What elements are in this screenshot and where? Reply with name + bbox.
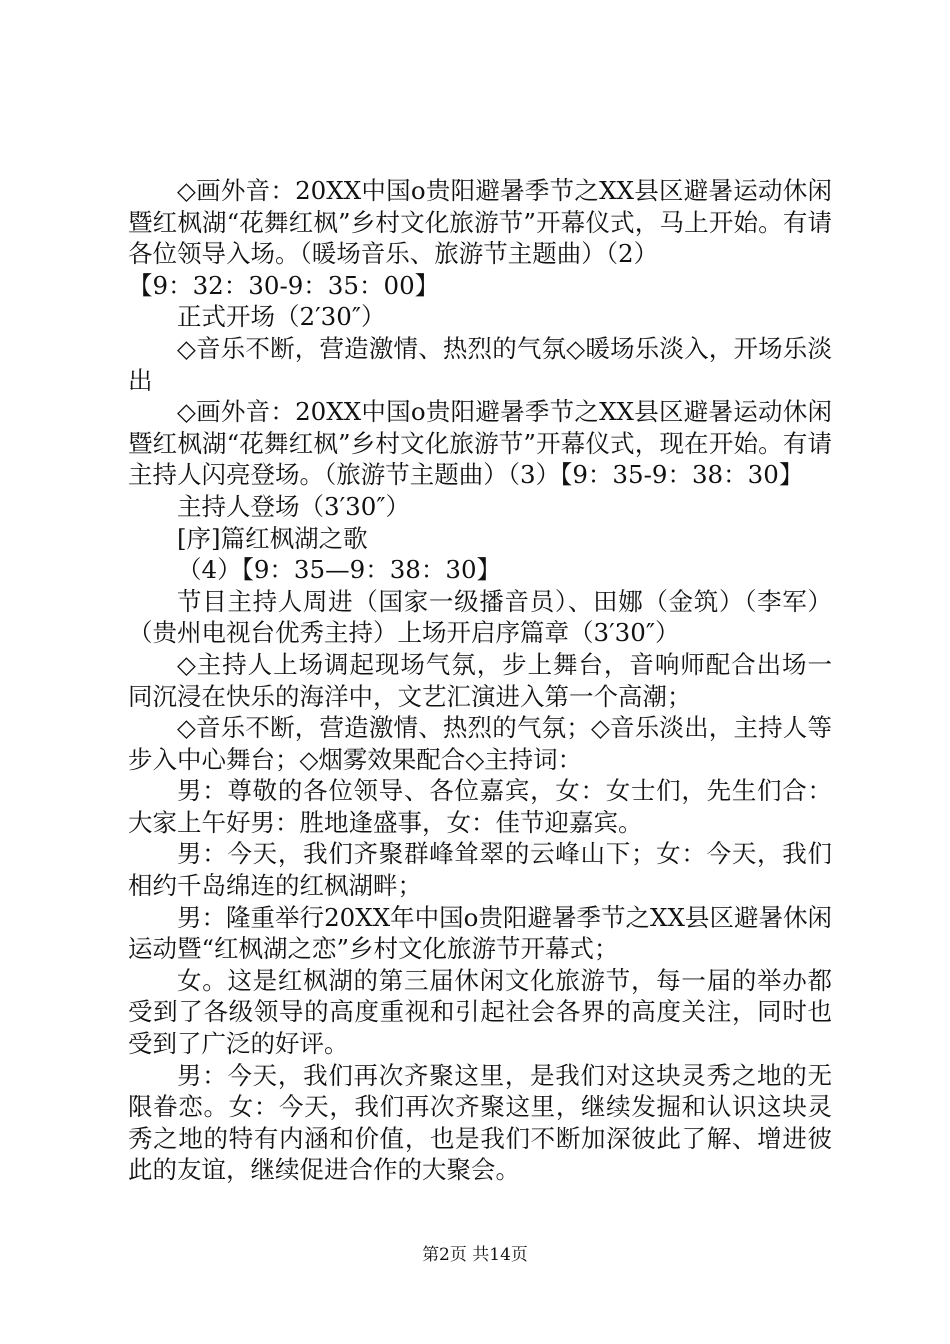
paragraph-hosts-intro: 节目主持人周进（国家一级播音员）、田娜（金筑）（李军）（贵州电视台优秀主持）上场开启序篇章（3′30″） bbox=[128, 586, 832, 648]
paragraph-dialogue-2: 男：今天，我们齐聚群峰耸翠的云峰山下；女：今天，我们相约千岛绵连的红枫湖畔； bbox=[128, 839, 832, 901]
paragraph-opening-heading: 正式开场（2′30″） bbox=[177, 302, 386, 332]
paragraph-prelude-title: [序]篇红枫湖之歌 bbox=[177, 523, 368, 553]
paragraph-dialogue-4: 女。这是红枫湖的第三届休闲文化旅游节，每一届的举办都受到了各级领导的高度重视和引起社会各界的高度关注，同时也受到了广泛的好评。 bbox=[128, 965, 832, 1059]
paragraph-timecode-1: 【9：32：30-9：35：00】 bbox=[128, 270, 440, 300]
paragraph-host-entrance-heading: 主持人登场（3′30″） bbox=[177, 491, 410, 521]
paragraph-stage-cue-2: ◇音乐不断，营造激情、热烈的气氛；◇音乐淡出，主持人等步入中心舞台；◇烟雾效果配合◇主持词： bbox=[128, 713, 832, 774]
page-number-label: 第2页 共14页 bbox=[422, 1245, 528, 1265]
paragraph-timecode-2: （4）【9：35—9：38：30】 bbox=[177, 555, 502, 585]
document-body bbox=[128, 175, 832, 1186]
paragraph-dialogue-1: 男：尊敬的各位领导、各位嘉宾，女：女士们，先生们合：大家上午好男：胜地逢盛事，女：佳节迎嘉宾。 bbox=[128, 776, 832, 837]
paragraph-stage-cue-1: ◇主持人上场调起现场气氛，步上舞台，音响师配合出场一同沉浸在快乐的海洋中，文艺汇演进入第一个高潮； bbox=[128, 649, 832, 711]
paragraph-dialogue-5: 男：今天，我们再次齐聚这里，是我们对这块灵秀之地的无限眷恋。女：今天，我们再次齐聚这里，继续发掘和认识这块灵秀之地的特有内涵和价值，也是我们不断加深彼此了解、增进彼此的友谊，继续促进合作的大聚会。 bbox=[128, 1060, 832, 1185]
paragraph-voiceover-2: ◇画外音：20XX中国o贵阳避暑季节之XX县区避暑运动休闲暨红枫湖“花舞红枫”乡村文化旅游节”开幕仪式，现在开始。有请主持人闪亮登场。（旅游节主题曲）（3）【9：35-9：38：30】 bbox=[128, 397, 832, 490]
paragraph-music-cue-1: ◇音乐不断，营造激情、热烈的气氛◇暖场乐淡入，开场乐淡出 bbox=[128, 333, 832, 395]
page-footer bbox=[0, 1244, 950, 1266]
paragraph-voiceover-1: ◇画外音：20XX中国o贵阳避暑季节之XX县区避暑运动休闲暨红枫湖“花舞红枫”乡村文化旅游节”开幕仪式，马上开始。有请各位领导入场。（暖场音乐、旅游节主题曲）（2） bbox=[128, 176, 832, 269]
paragraph-dialogue-3: 男：隆重举行20XX年中国o贵阳避暑季节之XX县区避暑休闲运动暨“红枫湖之恋”乡村文化旅游节开幕式； bbox=[128, 902, 832, 964]
